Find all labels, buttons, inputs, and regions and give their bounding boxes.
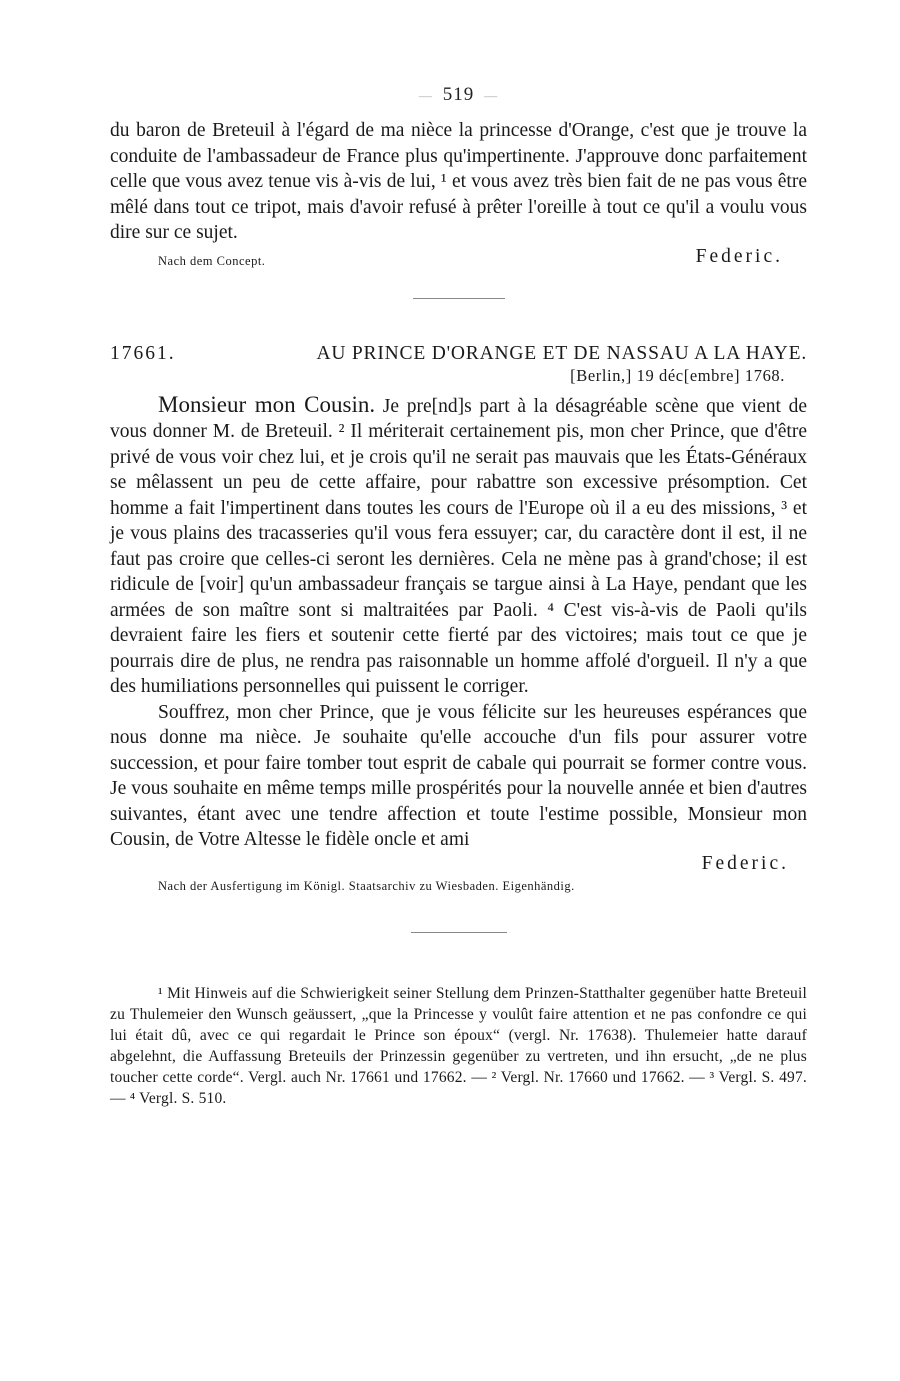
letter-signature: Federic. [701,852,789,874]
page-number-value: 519 [442,84,475,105]
document-page [110,84,807,1109]
prev-letter-source: Nach dem Concept. [158,253,266,268]
footnote-divider [411,932,507,933]
letter-salutation: Monsieur mon Cousin. [158,391,376,417]
prev-letter-text: du baron de Breteuil à l'égard de ma nièce la princesse d'Orange, c'est que je trouve la conduite de l'ambassadeur de France plus qu'impertinente. J'approuve donc parfaitement celle que vous avez tenue vis à-vis de lui, ¹ et vous avez très bien fait de ne pas vous être mêlé dans tout ce tripot, mais d'avoir refusé à prêter l'oreille à tout ce qu'il a voulu vous dire sur ce sujet. [110,120,807,243]
letter-heading [110,341,807,366]
letter-number: 17661. [110,342,176,364]
letter-paragraph-1 [110,392,807,700]
page-number-dash: — [418,88,433,103]
letter-dateline: [Berlin,] 19 déc[embre] 1768. [570,365,785,385]
letter-paragraph-2: Souffrez, mon cher Prince, que je vous félicite sur les heureuses espérances que nous donne ma nièce. Je souhaite qu'elle accouche d'un fils pour assurer votre succession, et pour faire tomber tout esprit de cabale qui pourrait se former contre vous. Je vous souhaite en même temps mille prospérités pour la nouvelle année et bien d'autres suivantes, étant avec une tendre affection et toute l'estime possible, Monsieur mon Cousin, de Votre Altesse le fidèle oncle et ami [110,701,807,850]
letter-addressee: AU PRINCE D'ORANGE ET DE NASSAU A LA HAYE. [316,342,807,364]
section-divider [413,298,505,299]
letter-source: Nach der Ausfertigung im Königl. Staatsarchiv zu Wiesbaden. Eigenhändig. [158,878,575,893]
page-number-dash: — [484,88,499,103]
footnotes-text: ¹ Mit Hinweis auf die Schwierigkeit seiner Stellung dem Prinzen-Statthalter gegenüber hatte Breteuil zu Thulemeier den Wunsch geäussert, „que la Princesse y voulût faire attention et ne pas confondre ce qui lui était dû, avec ce qui regardait le Prince son époux“ (vergl. Nr. 17638). Thulemeier hatte darauf abgelehnt, die Auffassung Breteuils der Prinzessin gegenüber zu vertreten, und ihn ersucht, „de ne plus toucher cette corde“. Vergl. auch Nr. 17661 und 17662. — ² Vergl. Nr. 17660 und 17662. — ³ Vergl. S. 497. — ⁴ Vergl. S. 510. [110,984,807,1107]
footnotes [110,983,807,1109]
prev-letter-closing [110,246,807,276]
page-number [110,84,807,106]
prev-letter-signature: Federic. [695,245,783,267]
letter-paragraph-1-text: Je pre[nd]s part à la désagréable scène que vient de vous donner M. de Breteuil. ² Il mériterait certainement pis, mon cher Prince, que d'être privé de vous voir chez lui, et je crois qu'il ne serait pas mauvais que les États-Généraux se mêlassent un peu de cette affaire, pour rabattre son excessive présomption. Cet homme a fait l'impertinent dans toutes les cours de l'Europe où il a eu des missions, ³ et je vous plains des tracasseries qu'il vous fera essuyer; car, du caractère dont il est, il ne faut pas croire que celles-ci seront les dernières. Cela ne mène pas à grand'chose; il est ridicule de [voir] qu'un ambassadeur français se targue ainsi à La Haye, pendant que les armées de son maître sont si maltraitées par Paoli. ⁴ C'est vis-à-vis de Paoli qu'ils devraient faire les fiers et soutenir cette fierté par des victoires; mais tout ce que je pourrais dire de plus, ne rendra pas raisonnable un homme affolé d'orgueil. Il n'y a que des humiliations personnelles qui puissent le corriger. [110,395,808,697]
